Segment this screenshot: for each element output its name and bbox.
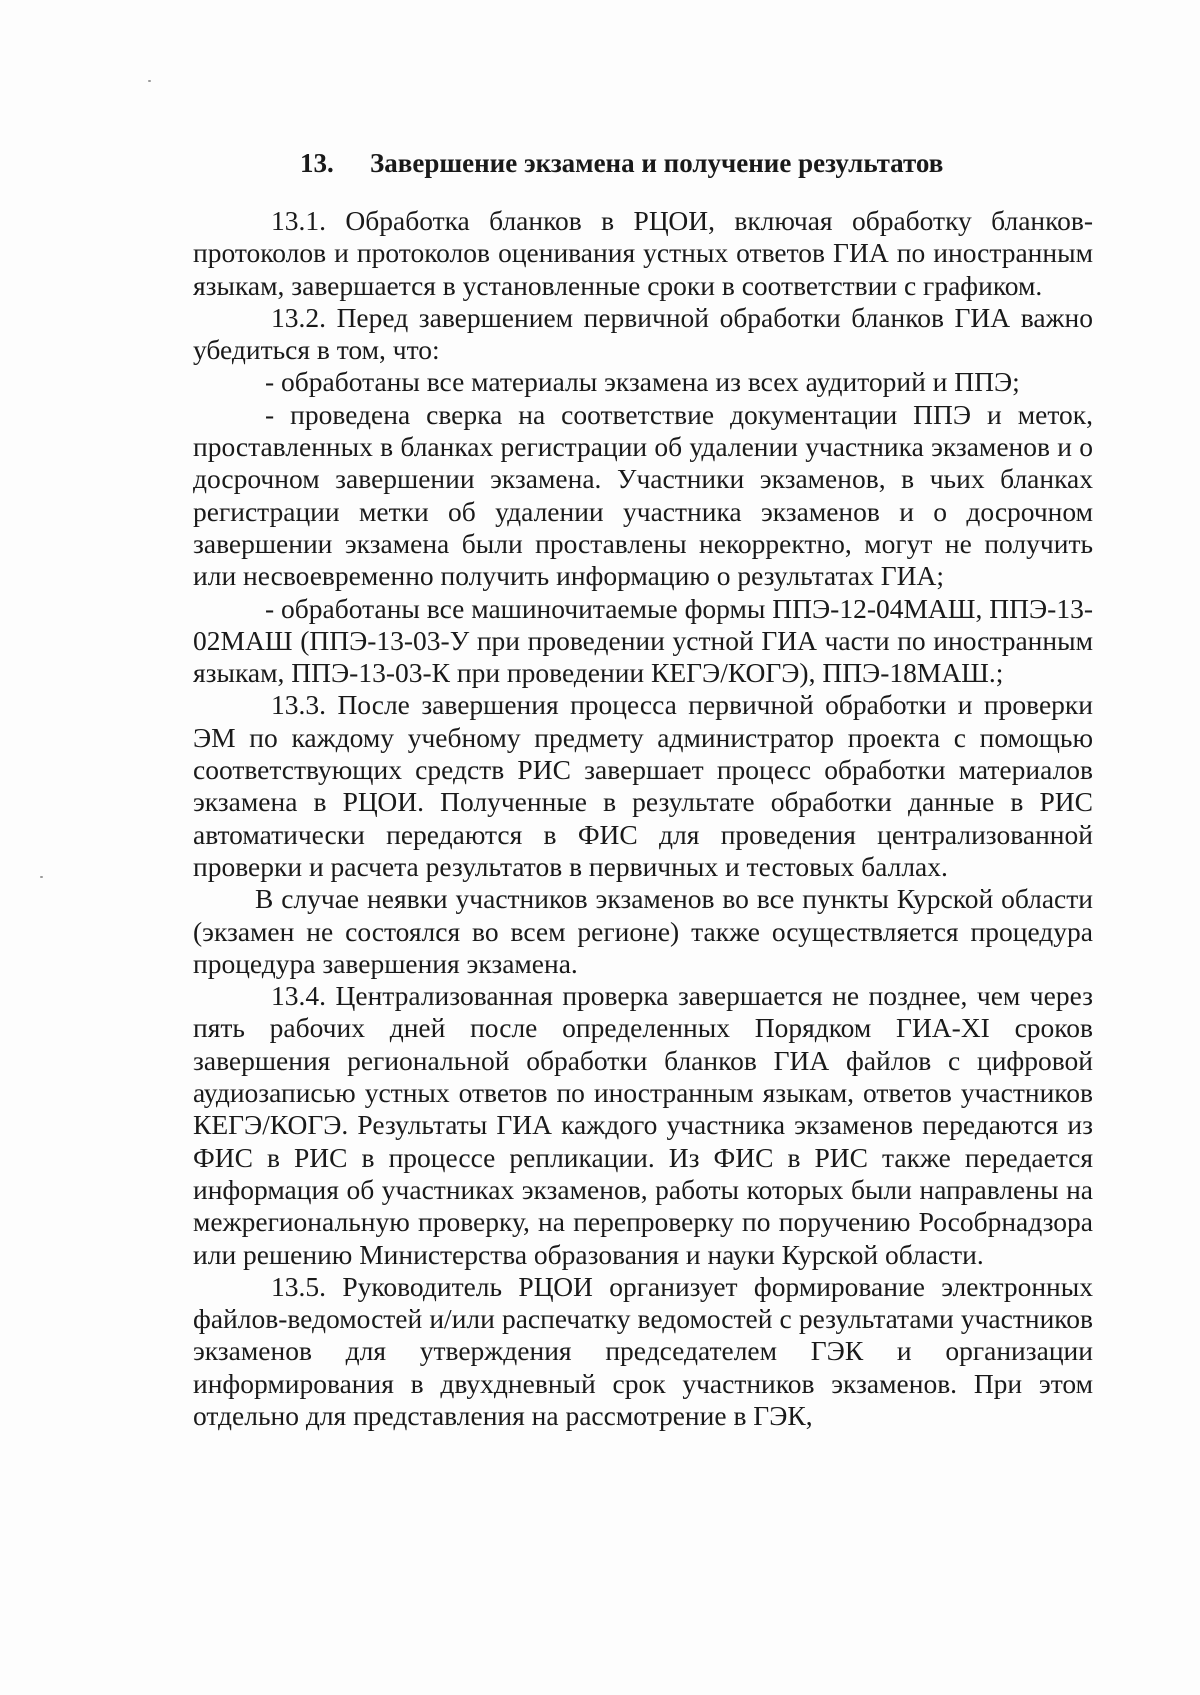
paragraph-13-4: 13.4. Централизованная проверка завершается не позднее, чем через пять рабочих дней после определенных Порядком ГИА-XI сроков завершения региональной обработки бланков ГИА файлов с цифровой аудиозаписью устных ответов по иностранным языкам, ответов участников КЕГЭ/КОГЭ. Результаты ГИА каждого участника экзаменов передаются из ФИС в РИС в процессе репликации. Из ФИС в РИС также передается информация об участниках экзаменов, работы которых были направлены на межрегиональную проверку, на перепроверку по поручению Рособрнадзора или решению Министерства образования и науки Курской области.	[193, 980, 1093, 1270]
section-number: 13.	[300, 148, 334, 178]
section-title: Завершение экзамена и получение результатов	[370, 148, 944, 178]
paragraph-13-5: 13.5. Руководитель РЦОИ организует формирование электронных файлов-ведомостей и/или распечатку ведомостей с результатами участников экзаменов для утверждения председателем ГЭК и организации информирования в двухдневный срок участников экзаменов. При этом отдельно для представления на рассмотрение в ГЭК,	[193, 1270, 1093, 1431]
scan-speck	[40, 876, 43, 878]
scan-speck	[148, 80, 151, 82]
section-heading	[300, 148, 943, 179]
document-body	[193, 205, 1093, 1432]
paragraph-13-1: 13.1. Обработка бланков в РЦОИ, включая обработку бланков-протоколов и протоколов оценивания устных ответов ГИА по иностранным языкам, завершается в установленные сроки в соответствии с графиком.	[193, 205, 1093, 301]
paragraph-13-3: 13.3. После завершения процесса первичной обработки и проверки ЭМ по каждому учебному предмету администратор проекта с помощью соответствующих средств РИС завершает процесс обработки материалов экзамена в РЦОИ. Полученные в результате обработки данные в РИС автоматически передаются в ФИС для проведения централизованной проверки и расчета результатов в первичных и тестовых баллах.	[193, 689, 1093, 882]
list-item: - обработаны все материалы экзамена из всех аудиторий и ППЭ;	[265, 366, 1020, 398]
paragraph-13-2: 13.2. Перед завершением первичной обработки бланков ГИА важно убедиться в том, что:	[193, 301, 1093, 366]
list-item: - обработаны все машиночитаемые формы ППЭ-12-04МАШ, ППЭ-13-02МАШ (ППЭ-13-03-У при проведении устной ГИА части по иностранным языкам, ППЭ-13-03-К при проведении КЕГЭ/КОГЭ), ППЭ-18МАШ.;	[193, 592, 1093, 689]
list-item: - проведена сверка на соответствие документации ППЭ и меток, проставленных в бланках регистрации об удалении участника экзаменов и о досрочном завершении экзамена. Участники экзаменов, в чьих бланках регистрации метки об удалении участника экзаменов и о досрочном завершении экзамена были проставлены некорректно, могут не получить или несвоевременно получить информацию о результатах ГИА;	[193, 398, 1093, 592]
paragraph-absence: В случае неявки участников экзаменов во все пункты Курской области (экзамен не состоялся во всем регионе) также осуществляется процедура процедура завершения экзамена.	[193, 883, 1093, 979]
